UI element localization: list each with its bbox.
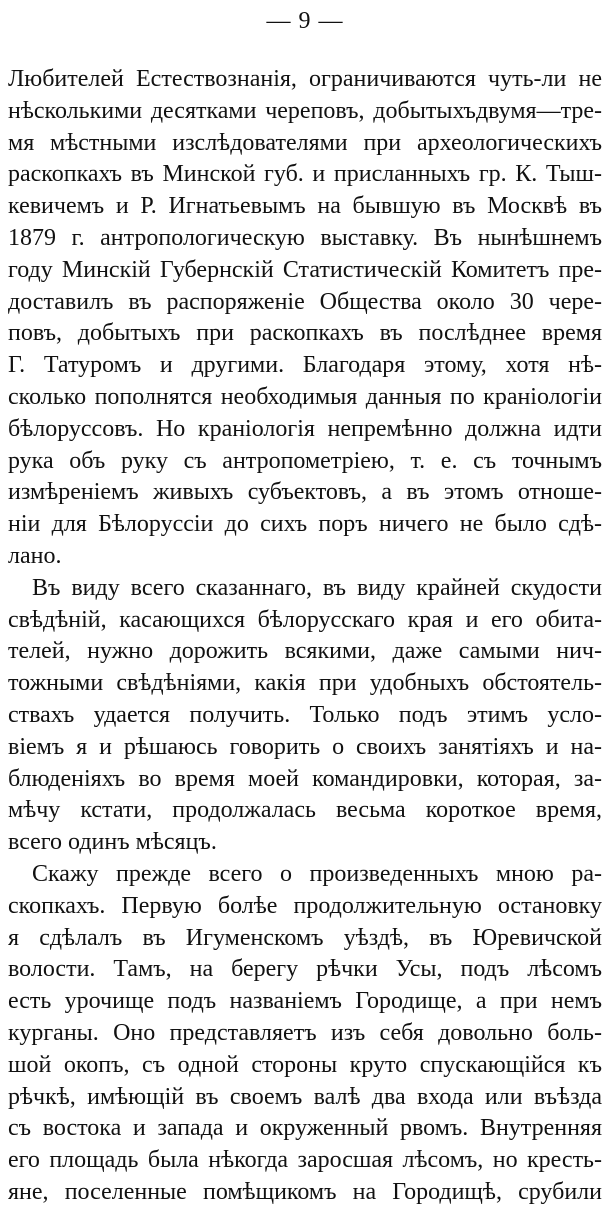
text-line: Въ виду всего сказаннаго, въ виду крайней скудости: [32, 574, 602, 601]
text-line: скопкахъ. Первую болѣе продолжительную остановку: [8, 892, 602, 919]
text-line: доставилъ въ распоряженіе Общества около 30 чере-: [8, 288, 602, 315]
text-line: яне, поселенные помѣщикомъ на Городищѣ, срубили: [8, 1178, 602, 1205]
text-line: ніи для Бѣлоруссіи до сихъ поръ ничего не было сдѣ-: [8, 511, 602, 538]
text-line: тожными свѣдѣніями, какія при удобныхъ обстоятель-: [8, 670, 602, 697]
text-line: свѣдѣній, касающихся бѣлорусскаго края и его обита-: [8, 606, 602, 633]
text-line: рука объ руку съ антропометріею, т. е. съ точнымъ: [8, 447, 602, 474]
page-number: — 9 —: [266, 8, 344, 34]
text-line: сколько пополнятся необходимыя данныя по краніологіи: [8, 383, 602, 410]
text-line: мя мѣстными изслѣдователями при археологическихъ: [8, 129, 602, 156]
text-line: всего одинъ мѣсяцъ.: [8, 829, 217, 856]
text-line: ствахъ удается получить. Только подъ этимъ усло-: [8, 701, 602, 728]
text-line: Любителей Естествознанія, ограничиваются чуть-ли не: [8, 66, 602, 92]
paragraph-1: [8, 64, 602, 573]
text-line: бѣлоруссовъ. Но краніологія непремѣнно должна идти: [8, 415, 602, 442]
text-line: курганы. Оно представляетъ изъ себя довольно боль-: [8, 1019, 602, 1046]
text-line: рѣчкѣ, имѣющій въ своемъ валѣ два входа или въѣзда: [8, 1083, 602, 1110]
text-line: Г. Татуромъ и другими. Благодаря этому, хотя нѣ-: [8, 352, 602, 379]
text-line: Скажу прежде всего о произведенныхъ мною ра-: [32, 860, 602, 887]
text-line: повъ, добытыхъ при раскопкахъ въ послѣднее время: [8, 320, 602, 347]
text-line: кевичемъ и Р. Игнатьевымъ на бывшую въ Москвѣ въ: [8, 193, 602, 220]
text-line: блюденіяхъ во время моей командировки, которая, за-: [8, 765, 602, 792]
text-line: лано.: [8, 542, 62, 569]
text-line: году Минскій Губернскій Статистическій Комитетъ пре-: [8, 256, 602, 283]
paragraph-3: [8, 859, 602, 1209]
text-line: измѣреніемъ живыхъ субъектовъ, а въ этомъ отноше-: [8, 479, 602, 506]
paragraph-2: [8, 573, 602, 859]
text-line: раскопкахъ въ Минской губ. и присланныхъ гр. К. Тыш-: [8, 161, 602, 188]
text-line: нѣсколькими десятками череповъ, добытыхъдвумя—тре-: [8, 97, 602, 124]
text-line: есть урочище подъ названіемъ Городище, а при немъ: [8, 988, 602, 1015]
text-line: телей, нужно дорожить всякими, даже самыми нич-: [8, 638, 602, 665]
text-line: 1879 г. антропологическую выставку. Въ нынѣшнемъ: [8, 224, 602, 251]
text-line: съ востока и запада и окруженный рвомъ. Внутренняя: [8, 1115, 602, 1142]
text-line: віемъ я и рѣшаюсь говорить о своихъ занятіяхъ и на-: [8, 733, 602, 760]
text-line: я сдѣлалъ въ Игуменскомъ уѣздѣ, въ Юревичской: [8, 924, 602, 951]
text-line: мѣчу кстати, продолжалась весьма короткое время,: [8, 797, 602, 824]
text-line: его площадь была нѣкогда заросшая лѣсомъ, но кресть-: [8, 1147, 602, 1174]
text-line: шой окопъ, съ одной стороны круто спускающійся къ: [8, 1051, 602, 1078]
text-line: волости. Тамъ, на берегу рѣчки Усы, подъ лѣсомъ: [8, 956, 602, 983]
